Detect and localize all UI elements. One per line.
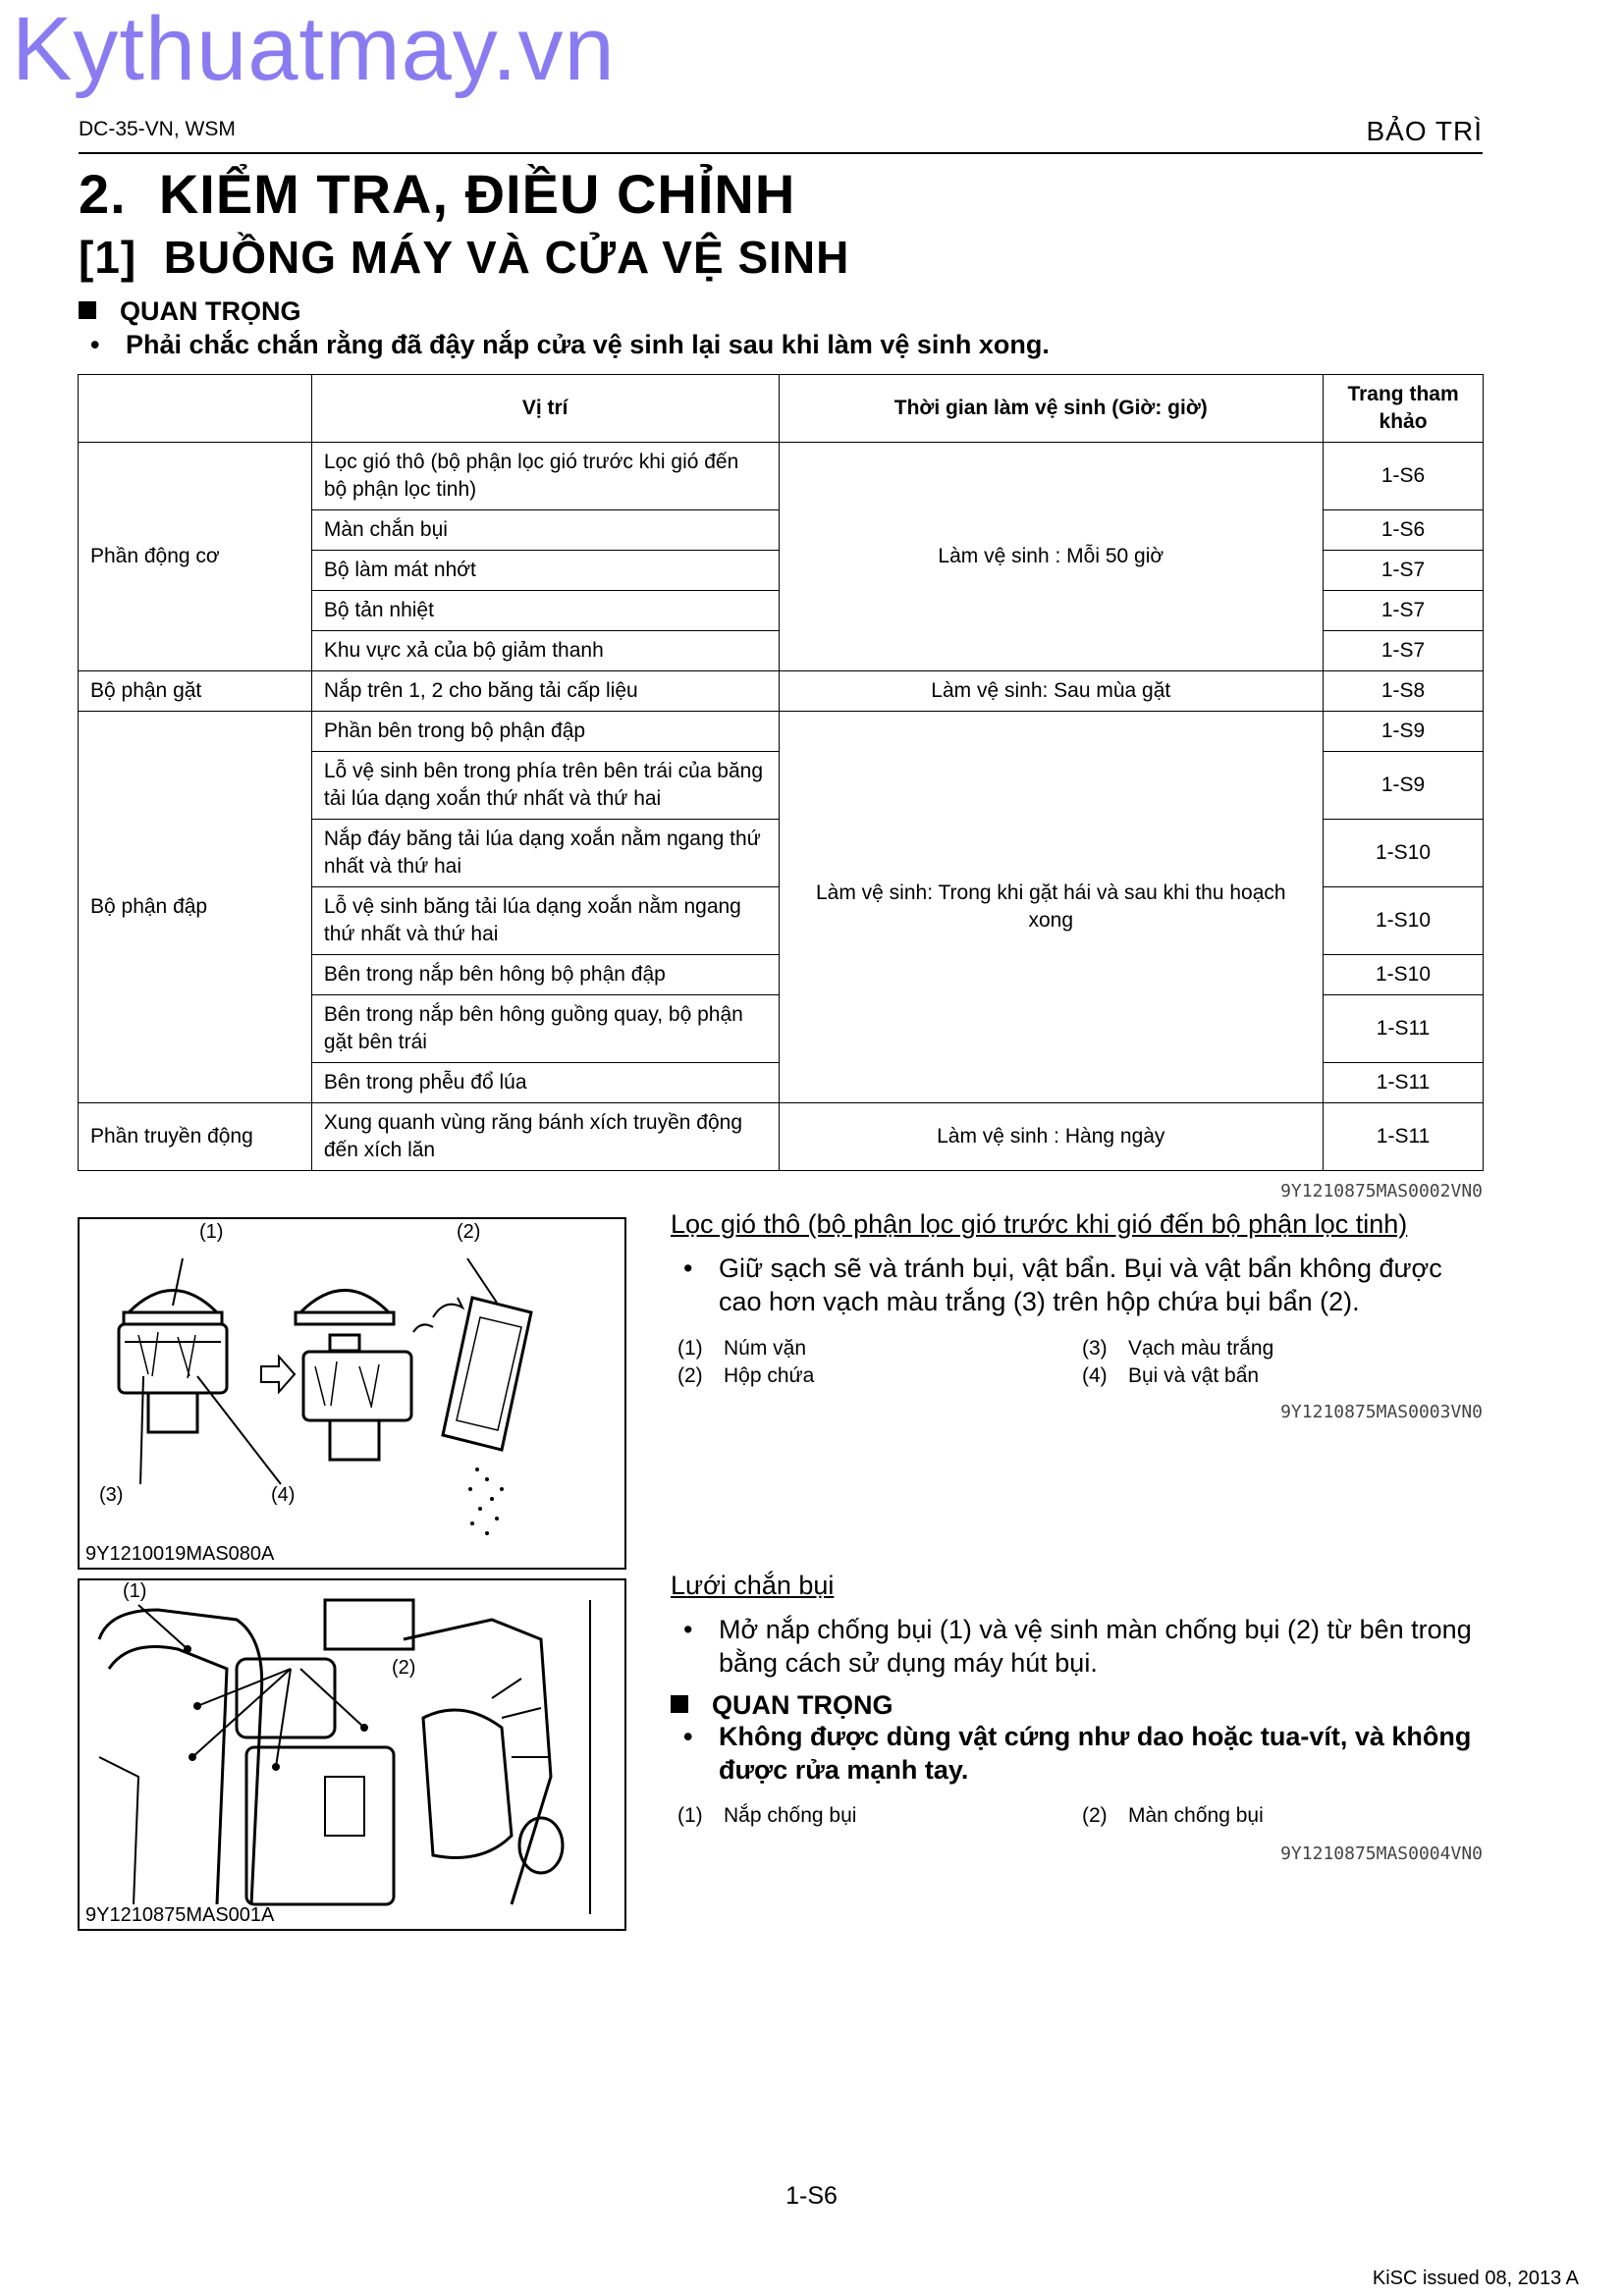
ref-cell: 1-S6 bbox=[1324, 443, 1484, 510]
ref-cell: 1-S9 bbox=[1324, 752, 1484, 820]
figure-label-1: (1) bbox=[199, 1221, 224, 1243]
legend-num: (3) bbox=[1082, 1337, 1108, 1360]
item-cell: Khu vực xả của bộ giảm thanh bbox=[311, 631, 779, 671]
ref-cell: 1-S11 bbox=[1324, 1063, 1484, 1103]
item-cell: Xung quanh vùng răng bánh xích truyền động đến xích lăn bbox=[311, 1103, 779, 1171]
table-row bbox=[79, 443, 1484, 510]
legend-item bbox=[677, 1364, 814, 1388]
bullet-icon: • bbox=[683, 1615, 693, 1644]
important-label: QUAN TRỌNG bbox=[120, 296, 301, 326]
item-cell: Lọc gió thô (bộ phận lọc gió trước khi gió đến bộ phận lọc tinh) bbox=[311, 443, 779, 510]
item-cell: Lỗ vệ sinh băng tải lúa dạng xoắn nằm ngang thứ nhất và thứ hai bbox=[311, 887, 779, 955]
square-bullet-icon bbox=[79, 301, 96, 319]
legend-num: (1) bbox=[677, 1804, 703, 1827]
section1-title: Lọc gió thô (bộ phận lọc gió trước khi gió đến bộ phận lọc tinh) bbox=[671, 1209, 1408, 1239]
ref-cell: 1-S11 bbox=[1324, 995, 1484, 1063]
item-cell: Bộ tản nhiệt bbox=[311, 591, 779, 631]
legend-label: Hộp chứa bbox=[724, 1364, 815, 1387]
ref-cell: 1-S8 bbox=[1324, 671, 1484, 712]
ref-cell: 1-S10 bbox=[1324, 887, 1484, 955]
item-cell: Màn chắn bụi bbox=[311, 510, 779, 551]
table-row bbox=[79, 1103, 1484, 1171]
section2-body bbox=[683, 1613, 1485, 1680]
header-time: Thời gian làm vệ sinh (Giờ: giờ) bbox=[779, 375, 1324, 443]
section2-code: 9Y1210875MAS0004VN0 bbox=[1280, 1843, 1483, 1864]
group-name: Bộ phận gặt bbox=[79, 671, 312, 712]
legend-num: (2) bbox=[677, 1364, 703, 1387]
figure-label-2: (2) bbox=[457, 1221, 481, 1243]
ref-cell: 1-S6 bbox=[1324, 510, 1484, 551]
table-code: 9Y1210875MAS0002VN0 bbox=[1280, 1181, 1483, 1201]
legend-label: Núm vặn bbox=[724, 1337, 807, 1360]
section1-text: Giữ sạch sẽ và tránh bụi, vật bẩn. Bụi và vật bẩn không được cao hơn vạch màu trắng (3) trên hộp chứa bụi bẩn (2). bbox=[719, 1254, 1442, 1316]
figure-label-2: (2) bbox=[392, 1657, 416, 1679]
legend-label: Vạch màu trắng bbox=[1128, 1337, 1274, 1360]
item-cell: Phần bên trong bộ phận đập bbox=[311, 712, 779, 752]
important-note: Không được dùng vật cứng như dao hoặc tua-vít, và không được rửa mạnh tay. bbox=[719, 1722, 1472, 1785]
dust-screen-illustration bbox=[80, 1580, 624, 1929]
group-name: Phần động cơ bbox=[79, 443, 312, 671]
figure-caption: 9Y1210019MAS080A bbox=[85, 1543, 275, 1565]
figure-label-1: (1) bbox=[123, 1580, 147, 1602]
important-note-row bbox=[90, 330, 1050, 360]
item-cell: Bên trong nắp bên hông guồng quay, bộ phận gặt bên trái bbox=[311, 995, 779, 1063]
item-cell: Lỗ vệ sinh bên trong phía trên bên trái của băng tải lúa dạng xoắn thứ nhất và thứ hai bbox=[311, 752, 779, 820]
important-block bbox=[79, 296, 301, 327]
item-cell: Bên trong nắp bên hông bộ phận đập bbox=[311, 955, 779, 995]
item-cell: Bộ làm mát nhớt bbox=[311, 551, 779, 591]
item-cell: Nắp đáy băng tải lúa dạng xoắn nằm ngang thứ nhất và thứ hai bbox=[311, 820, 779, 887]
page-number: 1-S6 bbox=[785, 2182, 838, 2210]
bullet-icon: • bbox=[683, 1254, 693, 1283]
heading-1: 2. KIỂM TRA, ĐIỀU CHỈNH bbox=[79, 163, 796, 225]
section2-important bbox=[671, 1690, 893, 1721]
section1-code: 9Y1210875MAS0003VN0 bbox=[1280, 1402, 1483, 1422]
bullet-icon: • bbox=[683, 1722, 693, 1751]
legend-label: Nắp chống bụi bbox=[724, 1804, 857, 1827]
section1-body bbox=[683, 1252, 1485, 1318]
header-ref: Trang tham khảo bbox=[1324, 375, 1484, 443]
time-cell: Làm vệ sinh : Mỗi 50 giờ bbox=[779, 443, 1324, 671]
section2-text: Mở nắp chống bụi (1) và vệ sinh màn chống bụi (2) từ bên trong bằng cách sử dụng máy hút bụi. bbox=[719, 1615, 1472, 1678]
header-rule bbox=[79, 152, 1483, 154]
group-name: Bộ phận đập bbox=[79, 712, 312, 1103]
figure-label-3: (3) bbox=[99, 1484, 124, 1506]
issue-note: KiSC issued 08, 2013 A bbox=[1372, 2268, 1579, 2289]
time-cell: Làm vệ sinh: Trong khi gặt hái và sau khi thu hoạch xong bbox=[779, 712, 1324, 1103]
legend-item bbox=[677, 1337, 806, 1361]
heading-2: [1] BUỒNG MÁY VÀ CỬA VỆ SINH bbox=[79, 232, 850, 283]
time-cell: Làm vệ sinh : Hàng ngày bbox=[779, 1103, 1324, 1171]
figure-label-4: (4) bbox=[271, 1484, 296, 1506]
square-bullet-icon bbox=[671, 1695, 688, 1713]
legend-label: Màn chống bụi bbox=[1128, 1804, 1264, 1827]
legend-item bbox=[677, 1804, 856, 1828]
ref-cell: 1-S11 bbox=[1324, 1103, 1484, 1171]
legend-item bbox=[1082, 1364, 1259, 1388]
legend-num: (1) bbox=[677, 1337, 703, 1360]
figure-caption: 9Y1210875MAS001A bbox=[85, 1904, 275, 1926]
item-cell: Bên trong phễu đổ lúa bbox=[311, 1063, 779, 1103]
section-label: BẢO TRÌ bbox=[1366, 116, 1483, 146]
ref-cell: 1-S7 bbox=[1324, 591, 1484, 631]
ref-cell: 1-S7 bbox=[1324, 631, 1484, 671]
item-cell: Nắp trên 1, 2 cho băng tải cấp liệu bbox=[311, 671, 779, 712]
group-name: Phần truyền động bbox=[79, 1103, 312, 1171]
ref-cell: 1-S9 bbox=[1324, 712, 1484, 752]
ref-cell: 1-S7 bbox=[1324, 551, 1484, 591]
header-blank bbox=[79, 375, 312, 443]
precleaner-illustration bbox=[80, 1219, 624, 1568]
table-row bbox=[79, 671, 1484, 712]
legend-num: (4) bbox=[1082, 1364, 1108, 1387]
legend-num: (2) bbox=[1082, 1804, 1108, 1827]
dust-screen-figure bbox=[78, 1578, 626, 1931]
table-row bbox=[79, 712, 1484, 752]
ref-cell: 1-S10 bbox=[1324, 820, 1484, 887]
cleaning-table bbox=[78, 374, 1484, 1171]
important-label: QUAN TRỌNG bbox=[712, 1690, 893, 1720]
legend-label: Bụi và vật bẩn bbox=[1128, 1364, 1260, 1387]
section2-title: Lưới chắn bụi bbox=[671, 1571, 835, 1600]
important-note: Phải chắc chắn rằng đã đậy nắp cửa vệ sinh lại sau khi làm vệ sinh xong. bbox=[126, 330, 1050, 359]
legend-item bbox=[1082, 1337, 1273, 1361]
time-cell: Làm vệ sinh: Sau mùa gặt bbox=[779, 671, 1324, 712]
section2-important-note-row bbox=[683, 1720, 1485, 1787]
ref-cell: 1-S10 bbox=[1324, 955, 1484, 995]
header-location: Vị trí bbox=[311, 375, 779, 443]
legend-item bbox=[1082, 1804, 1264, 1828]
doc-code: DC-35-VN, WSM bbox=[79, 118, 236, 140]
watermark: Kythuatmay.vn bbox=[12, 0, 616, 99]
bullet-icon: • bbox=[90, 330, 100, 359]
precleaner-figure bbox=[78, 1217, 626, 1570]
table-header-row bbox=[79, 375, 1484, 443]
